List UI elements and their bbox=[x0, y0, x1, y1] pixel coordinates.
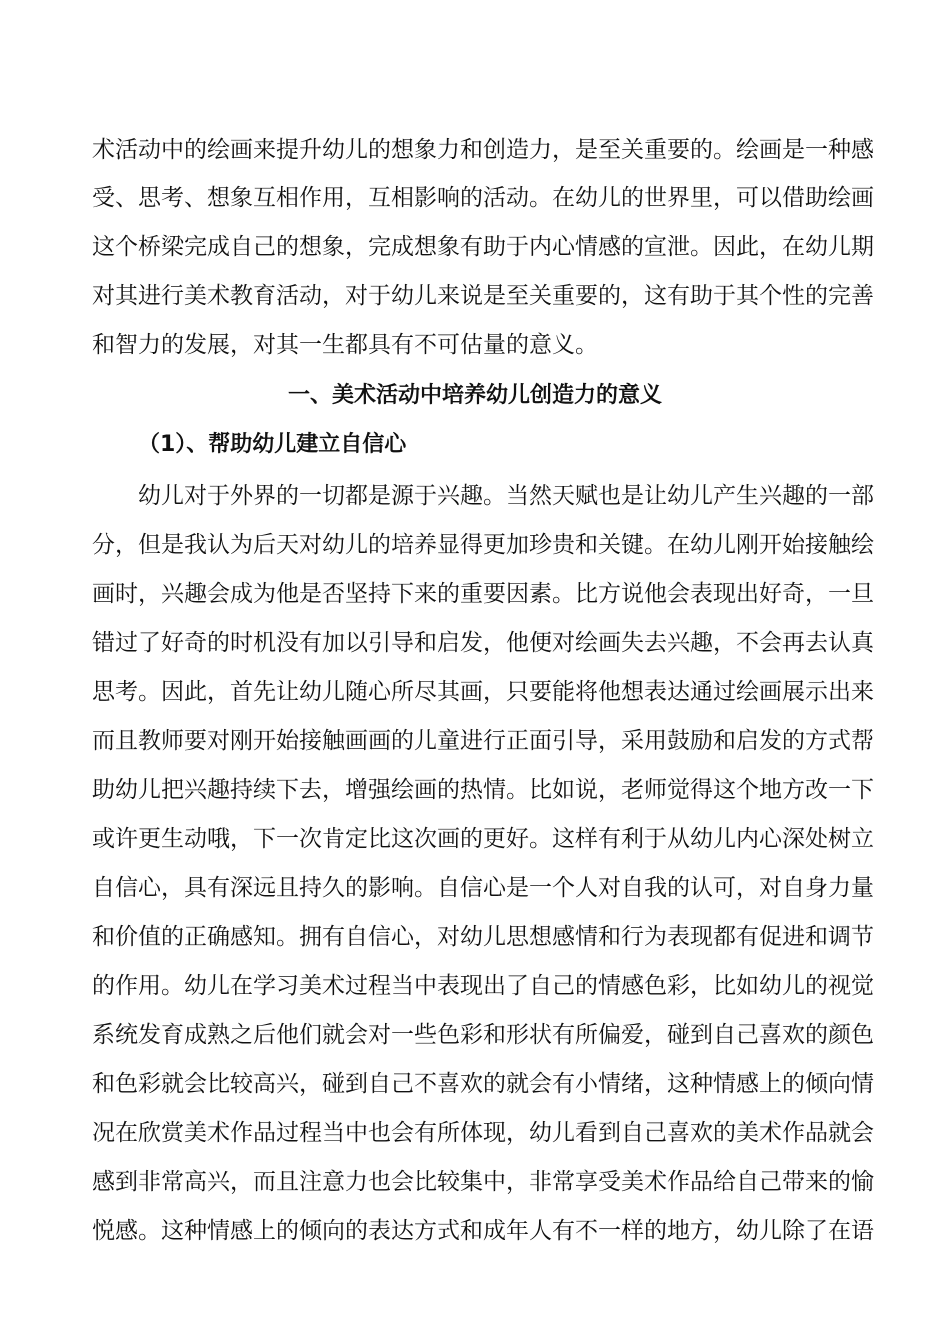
paragraph-line: 和色彩就会比较高兴，碰到自己不喜欢的就会有小情绪，这种情感上的倾向情 bbox=[92, 1071, 874, 1097]
paragraph-line: 思考。因此，首先让幼儿随心所尽其画，只要能将他想表达通过绘画展示出来 bbox=[92, 679, 874, 705]
paragraph-line: 术活动中的绘画来提升幼儿的想象力和创造力，是至关重要的。绘画是一种感 bbox=[92, 137, 874, 163]
paragraph-line: 感到非常高兴，而且注意力也会比较集中，非常享受美术作品给自己带来的愉 bbox=[92, 1169, 874, 1195]
paragraph-line: 系统发育成熟之后他们就会对一些色彩和形状有所偏爱，碰到自己喜欢的颜色 bbox=[92, 1022, 874, 1048]
paragraph-line: 错过了好奇的时机没有加以引导和启发，他便对绘画失去兴趣，不会再去认真 bbox=[92, 630, 874, 656]
paragraph-line: 悦感。这种情感上的倾向的表达方式和成年人有不一样的地方，幼儿除了在语 bbox=[92, 1218, 874, 1244]
paragraph-line: 分，但是我认为后天对幼儿的培养显得更加珍贵和关键。在幼儿刚开始接触绘 bbox=[92, 532, 874, 558]
paragraph-line: 受、思考、想象互相作用，互相影响的活动。在幼儿的世界里，可以借助绘画 bbox=[92, 185, 874, 211]
paragraph-line: 画时，兴趣会成为他是否坚持下来的重要因素。比方说他会表现出好奇，一旦 bbox=[92, 581, 874, 607]
paragraph-line: 和智力的发展，对其一生都具有不可估量的意义。 bbox=[92, 332, 598, 358]
paragraph-line: 的作用。幼儿在学习美术过程当中表现出了自己的情感色彩，比如幼儿的视觉 bbox=[92, 973, 874, 999]
section-heading: 一、美术活动中培养幼儿创造力的意义 bbox=[287, 383, 662, 408]
subsection-heading: （1）、帮助幼儿建立自信心 bbox=[138, 432, 407, 457]
paragraph-line: 或许更生动哦，下一次肯定比这次画的更好。这样有利于从幼儿内心深处树立 bbox=[92, 826, 874, 852]
paragraph-line: 对其进行美术教育活动，对于幼儿来说是至关重要的，这有助于其个性的完善 bbox=[92, 283, 874, 309]
paragraph-line: 况在欣赏美术作品过程当中也会有所体现，幼儿看到自己喜欢的美术作品就会 bbox=[92, 1120, 874, 1146]
paragraph-line: 自信心，具有深远且持久的影响。自信心是一个人对自我的认可，对自身力量 bbox=[92, 875, 874, 901]
paragraph-line: 幼儿对于外界的一切都是源于兴趣。当然天赋也是让幼儿产生兴趣的一部 bbox=[138, 483, 874, 509]
paragraph-line: 助幼儿把兴趣持续下去，增强绘画的热情。比如说，老师觉得这个地方改一下 bbox=[92, 777, 874, 803]
paragraph-line: 这个桥梁完成自己的想象，完成想象有助于内心情感的宣泄。因此，在幼儿期 bbox=[92, 234, 874, 260]
paragraph-line: 和价值的正确感知。拥有自信心，对幼儿思想感情和行为表现都有促进和调节 bbox=[92, 924, 874, 950]
paragraph-line: 而且教师要对刚开始接触画画的儿童进行正面引导，采用鼓励和启发的方式帮 bbox=[92, 728, 874, 754]
